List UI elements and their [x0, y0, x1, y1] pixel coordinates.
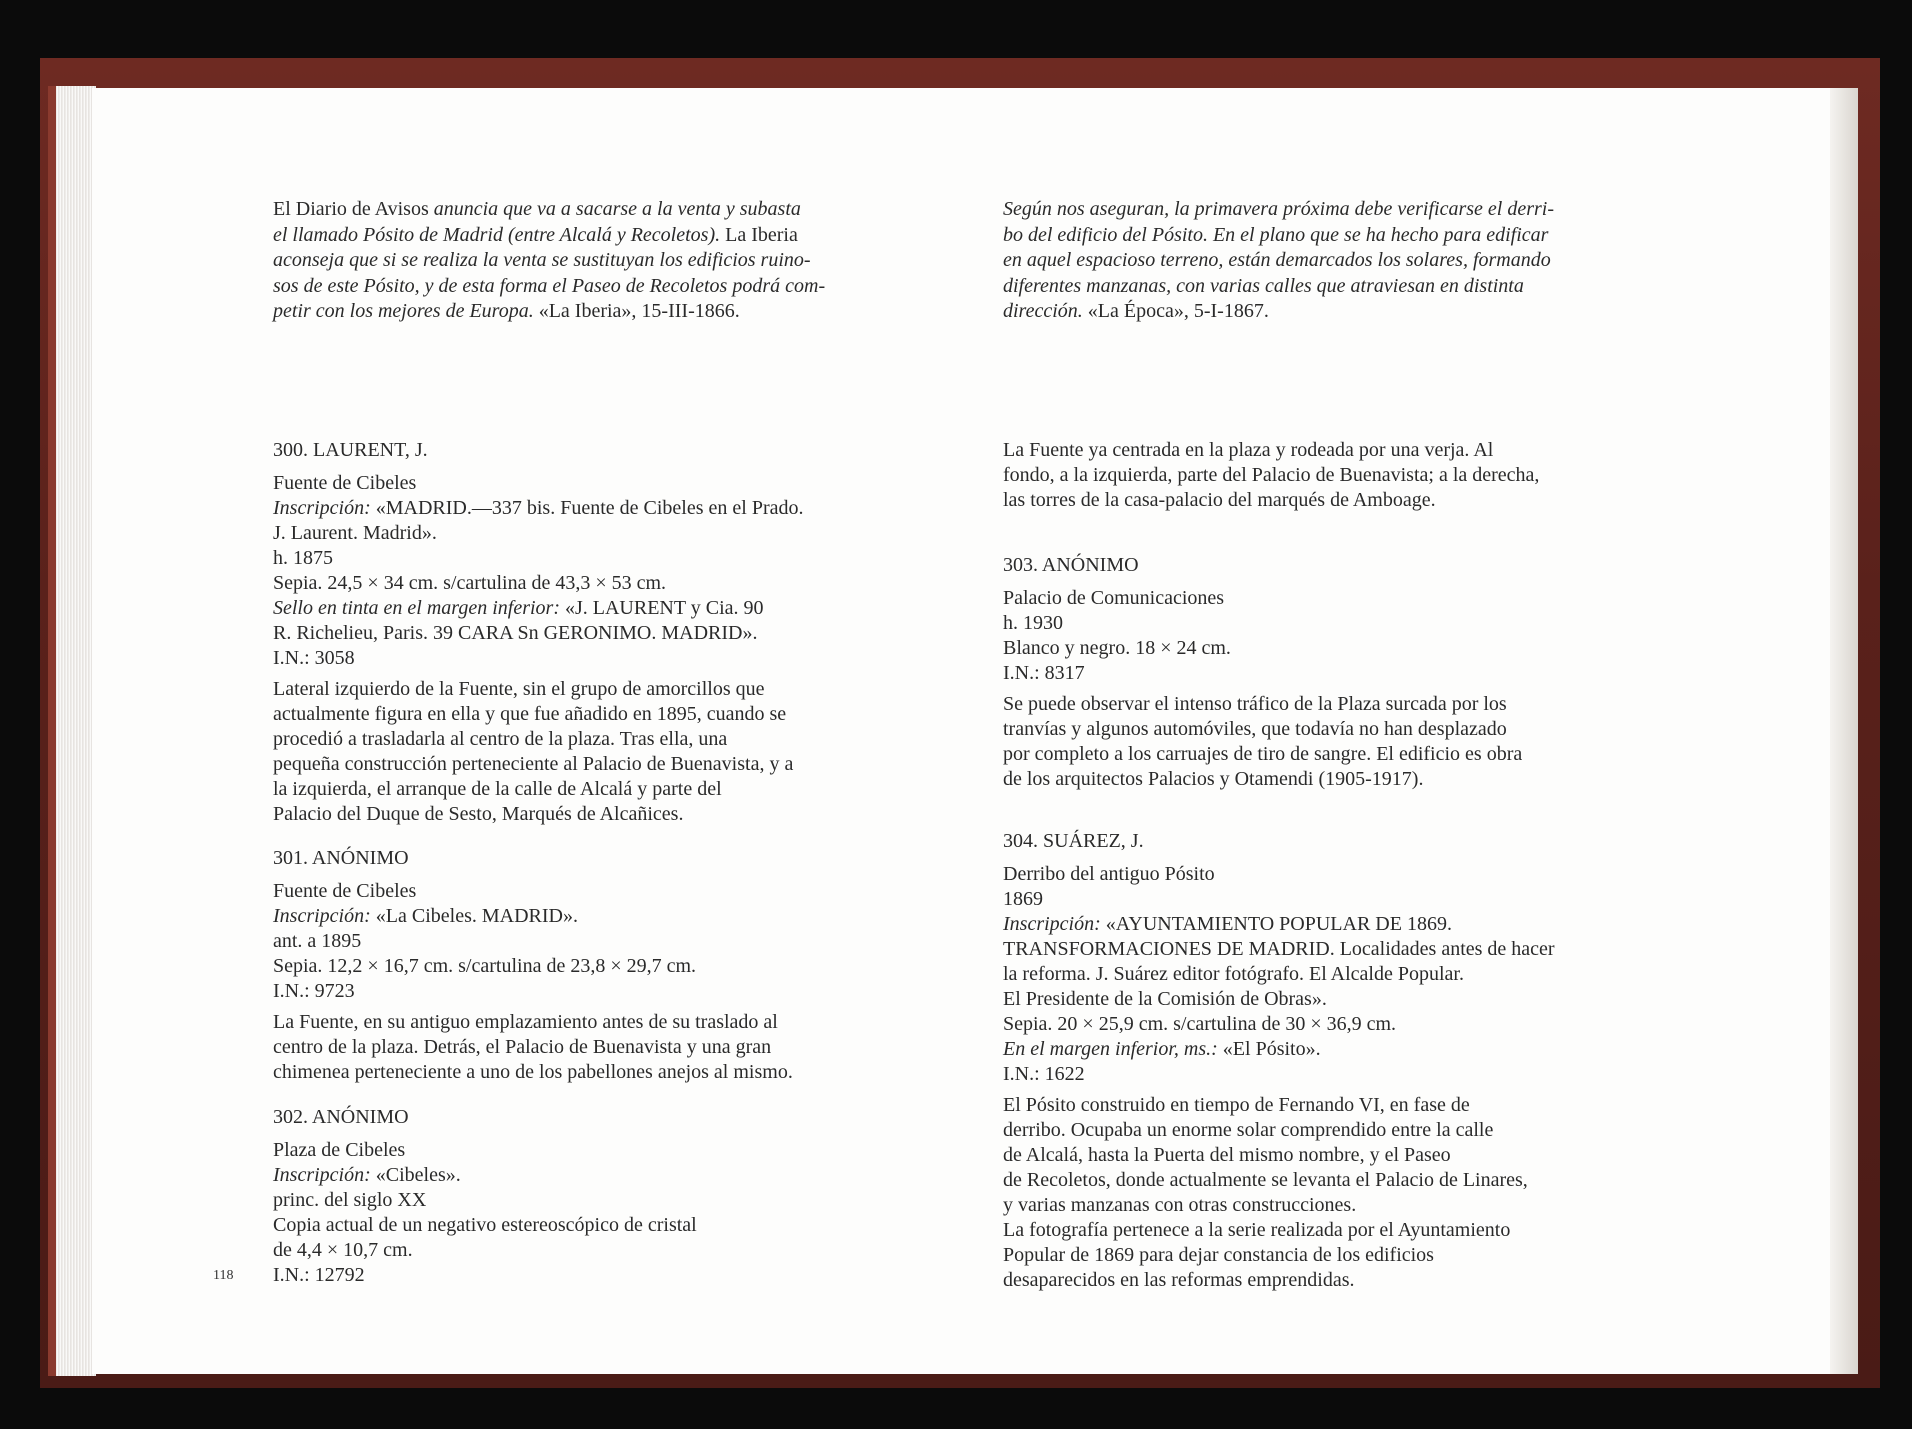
- desc-line: de Alcalá, hasta la Puerta del mismo nombre, y el Paseo: [1003, 1144, 1451, 1166]
- entry-technique: Blanco y negro. 18 × 24 cm.: [1003, 637, 1231, 659]
- quote-line: el llamado Pósito de Madrid (entre Alcalá y Recoletos). La Iberia: [273, 223, 798, 246]
- entry-inventory-number: I.N.: 12792: [273, 1264, 365, 1286]
- entry-inscription: Inscripción: «MADRID.—337 bis. Fuente de Cibeles en el Prado.: [273, 497, 804, 519]
- catalog-entry-304: [1003, 829, 1673, 1293]
- entry-inscription-cont: El Presidente de la Comisión de Obras».: [1003, 988, 1327, 1010]
- desc-line: derribo. Ocupaba un enorme solar comprendido entre la calle: [1003, 1119, 1494, 1141]
- entry-seal-cont: R. Richelieu, Paris. 39 CARA Sn GERONIMO. MADRID».: [273, 622, 758, 644]
- quote-line: petir con los mejores de Europa. «La Iberia», 15-III-1866.: [273, 300, 740, 322]
- quote-line: Según nos aseguran, la primavera próxima debe verificarse el derri-: [1003, 198, 1555, 220]
- desc-line: El Pósito construido en tiempo de Fernando VI, en fase de: [1003, 1094, 1470, 1116]
- desc-line: de Recoletos, donde actualmente se levanta el Palacio de Linares,: [1003, 1169, 1528, 1191]
- desc-line: fondo, a la izquierda, parte del Palacio de Buenavista; a la derecha,: [1003, 464, 1540, 486]
- desc-line: La Fuente ya centrada en la plaza y rodeada por una verja. Al: [1003, 439, 1494, 461]
- entry-heading: 302. ANÓNIMO: [273, 1106, 409, 1128]
- entry-302-description: [1003, 438, 1673, 513]
- entry-inscription: Inscripción: «La Cibeles. MADRID».: [273, 905, 578, 927]
- quote-line: aconseja que si se realiza la venta se sustituyan los edificios ruino-: [273, 249, 811, 271]
- entry-heading: 301. ANÓNIMO: [273, 847, 409, 869]
- desc-line: procedió a trasladarla al centro de la plaza. Tras ella, una: [273, 728, 728, 750]
- entry-description: [1003, 692, 1673, 792]
- desc-line: La Fuente, en su antiguo emplazamiento antes de su traslado al: [273, 1011, 778, 1033]
- entry-technique: Sepia. 12,2 × 16,7 cm. s/cartulina de 23,8 × 29,7 cm.: [273, 955, 697, 977]
- entry-description: [273, 1010, 943, 1085]
- desc-line: y varias manzanas con otras construcciones.: [1003, 1194, 1357, 1216]
- entry-inscription-cont: la reforma. J. Suárez editor fotógrafo. El Alcalde Popular.: [1003, 963, 1464, 985]
- entry-technique: Sepia. 20 × 25,9 cm. s/cartulina de 30 × 36,9 cm.: [1003, 1013, 1397, 1035]
- entry-seal: Sello en tinta en el margen inferior: «J. LAURENT y Cia. 90: [273, 597, 764, 619]
- catalog-entry-301: [273, 846, 943, 1085]
- entry-description: [273, 677, 943, 827]
- entry-title: Derribo del antiguo Pósito: [1003, 863, 1215, 885]
- right-page-edge: [1830, 88, 1858, 1374]
- quote-line: El Diario de Avisos anuncia que va a sacarse a la venta y subasta: [273, 198, 801, 220]
- entry-heading: 300. LAURENT, J.: [273, 439, 428, 461]
- entry-title: Palacio de Comunicaciones: [1003, 587, 1225, 609]
- entry-title: Fuente de Cibeles: [273, 880, 417, 902]
- entry-heading: 303. ANÓNIMO: [1003, 554, 1139, 576]
- entry-inscription: Inscripción: «Cibeles».: [273, 1164, 461, 1186]
- entry-inventory-number: I.N.: 1622: [1003, 1063, 1085, 1085]
- quote-line: diferentes manzanas, con varias calles que atraviesan en distinta: [1003, 274, 1524, 297]
- quote-la-iberia: [273, 197, 951, 325]
- entry-date: h. 1930: [1003, 612, 1063, 634]
- quote-line: bo del edificio del Pósito. En el plano que se ha hecho para edificar: [1003, 223, 1549, 246]
- page-number: 118: [213, 1268, 234, 1283]
- desc-line: chimenea perteneciente a uno de los pabellones anejos al mismo.: [273, 1061, 793, 1083]
- desc-line: Se puede observar el intenso tráfico de la Plaza surcada por los: [1003, 693, 1507, 715]
- entry-technique: Sepia. 24,5 × 34 cm. s/cartulina de 43,3 × 53 cm.: [273, 572, 667, 594]
- desc-line: Popular de 1869 para dejar constancia de los edificios: [1003, 1244, 1434, 1266]
- entry-inscription-cont: J. Laurent. Madrid».: [273, 522, 437, 544]
- quote-la-epoca: [1003, 197, 1665, 325]
- desc-line: Lateral izquierdo de la Fuente, sin el grupo de amorcillos que: [273, 678, 765, 700]
- entry-technique-cont: de 4,4 × 10,7 cm.: [273, 1239, 413, 1261]
- desc-line: pequeña construcción perteneciente al Palacio de Buenavista, y a: [273, 753, 794, 775]
- entry-date: h. 1875: [273, 547, 333, 569]
- page-edges: [56, 86, 96, 1376]
- entry-margin-note: En el margen inferior, ms.: «El Pósito».: [1003, 1038, 1321, 1060]
- catalog-entry-302: [273, 1105, 943, 1288]
- entry-inventory-number: I.N.: 8317: [1003, 662, 1085, 684]
- desc-line: la izquierda, el arranque de la calle de Alcalá y parte del: [273, 778, 722, 800]
- entry-inscription-cont: TRANSFORMACIONES DE MADRID. Localidades antes de hacer: [1003, 938, 1555, 960]
- entry-technique: Copia actual de un negativo estereoscópico de cristal: [273, 1214, 697, 1236]
- entry-inventory-number: I.N.: 9723: [273, 980, 355, 1002]
- catalog-entry-303: [1003, 553, 1673, 792]
- desc-line: tranvías y algunos automóviles, que todavía no han desplazado: [1003, 718, 1507, 740]
- entry-description: [1003, 1093, 1673, 1293]
- entry-date: princ. del siglo XX: [273, 1189, 427, 1211]
- quote-line: sos de este Pósito, y de esta forma el Paseo de Recoletos podrá com-: [273, 274, 826, 297]
- entry-inscription: Inscripción: «AYUNTAMIENTO POPULAR DE 1869.: [1003, 913, 1452, 935]
- entry-inventory-number: I.N.: 3058: [273, 647, 355, 669]
- desc-line: desaparecidos en las reformas emprendidas.: [1003, 1269, 1355, 1291]
- desc-line: de los arquitectos Palacios y Otamendi (1905-1917).: [1003, 768, 1424, 790]
- desc-line: centro de la plaza. Detrás, el Palacio de Buenavista y una gran: [273, 1036, 772, 1058]
- catalog-entry-300: [273, 438, 943, 827]
- entry-heading: 304. SUÁREZ, J.: [1003, 830, 1144, 852]
- entry-title: Plaza de Cibeles: [273, 1139, 406, 1161]
- entry-date: ant. a 1895: [273, 930, 362, 952]
- desc-line: La fotografía pertenece a la serie realizada por el Ayuntamiento: [1003, 1219, 1511, 1241]
- desc-line: por completo a los carruajes de tiro de sangre. El edificio es obra: [1003, 743, 1523, 765]
- quote-line: dirección. «La Época», 5-I-1867.: [1003, 300, 1269, 322]
- entry-date: 1869: [1003, 888, 1043, 910]
- quote-line: en aquel espacioso terreno, están demarcados los solares, formando: [1003, 249, 1551, 271]
- entry-title: Fuente de Cibeles: [273, 472, 417, 494]
- desc-line: actualmente figura en ella y que fue añadido en 1895, cuando se: [273, 703, 787, 725]
- desc-line: las torres de la casa-palacio del marqués de Amboage.: [1003, 489, 1436, 511]
- desc-line: Palacio del Duque de Sesto, Marqués de Alcañices.: [273, 803, 684, 825]
